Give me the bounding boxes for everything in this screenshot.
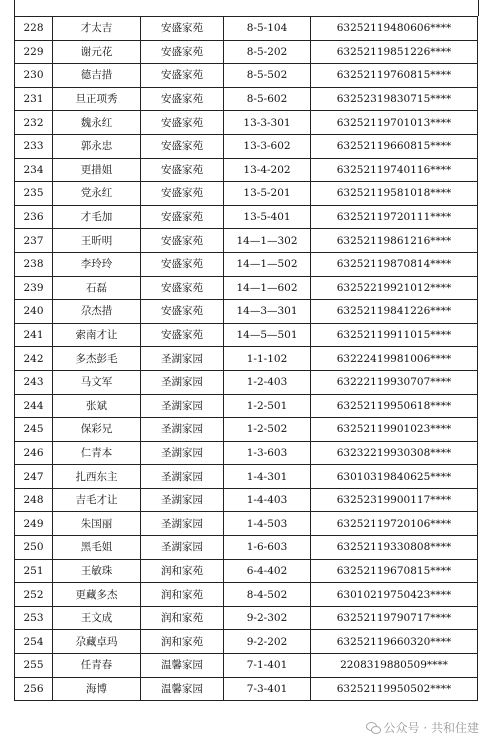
table-row (15, 64, 478, 88)
unit-address-cell: 1-1-102 (224, 347, 311, 371)
id-number-cell: 63010319840625**** (311, 465, 478, 489)
community-name-cell: 润和家苑 (141, 630, 224, 654)
table-row (15, 87, 478, 111)
unit-address-cell: 1-2-501 (224, 394, 311, 418)
resident-name-cell: 旦正项秀 (53, 87, 141, 111)
table-row (15, 583, 478, 607)
id-number-cell: 63252119950618**** (311, 394, 478, 418)
community-name-cell: 安盛家苑 (141, 64, 224, 88)
resident-name-cell: 海博 (53, 677, 141, 701)
unit-address-cell: 8-5-104 (224, 17, 311, 41)
row-number-cell: 232 (15, 111, 53, 135)
row-number-cell: 254 (15, 630, 53, 654)
community-name-cell: 圣湖家园 (141, 488, 224, 512)
community-name-cell: 安盛家苑 (141, 323, 224, 347)
community-name-cell: 安盛家苑 (141, 182, 224, 206)
resident-name-cell: 王敏珠 (53, 559, 141, 583)
resident-name-cell: 多杰彭毛 (53, 347, 141, 371)
community-name-cell: 安盛家苑 (141, 276, 224, 300)
row-number-cell: 239 (15, 276, 53, 300)
row-number-cell: 255 (15, 654, 53, 678)
community-name-cell: 安盛家苑 (141, 252, 224, 276)
unit-address-cell: 9-2-302 (224, 606, 311, 630)
community-name-cell: 圣湖家园 (141, 512, 224, 536)
id-number-cell: 63252319830715**** (311, 87, 478, 111)
table-row (15, 40, 478, 64)
table-row (15, 370, 478, 394)
id-number-cell: 63222419981006**** (311, 347, 478, 371)
row-number-cell: 241 (15, 323, 53, 347)
row-number-cell: 236 (15, 205, 53, 229)
row-number-cell: 243 (15, 370, 53, 394)
table-row (15, 276, 478, 300)
row-number-cell: 242 (15, 347, 53, 371)
table-row (15, 512, 478, 536)
community-name-cell: 圣湖家园 (141, 441, 224, 465)
table-row (15, 205, 478, 229)
row-number-cell: 244 (15, 394, 53, 418)
unit-address-cell: 1-4-301 (224, 465, 311, 489)
resident-name-cell: 仁青本 (53, 441, 141, 465)
table-row (15, 441, 478, 465)
table-row (15, 300, 478, 324)
unit-address-cell: 14—1—602 (224, 276, 311, 300)
unit-address-cell: 7-1-401 (224, 654, 311, 678)
unit-address-cell: 13-3-301 (224, 111, 311, 135)
resident-name-cell: 黑毛姐 (53, 536, 141, 560)
unit-address-cell: 1-2-403 (224, 370, 311, 394)
community-name-cell: 安盛家苑 (141, 205, 224, 229)
watermark (363, 718, 482, 737)
table-row (15, 252, 478, 276)
table-row (15, 229, 478, 253)
resident-name-cell: 才毛加 (53, 205, 141, 229)
community-name-cell: 圣湖家园 (141, 465, 224, 489)
table-row (15, 394, 478, 418)
row-number-cell: 251 (15, 559, 53, 583)
row-number-cell: 256 (15, 677, 53, 701)
table-row (15, 323, 478, 347)
table-row (15, 134, 478, 158)
unit-address-cell: 1-4-503 (224, 512, 311, 536)
unit-address-cell: 8-4-502 (224, 583, 311, 607)
id-number-cell: 63252119841226**** (311, 300, 478, 324)
resident-name-cell: 马文军 (53, 370, 141, 394)
row-number-cell: 252 (15, 583, 53, 607)
resident-name-cell: 任青春 (53, 654, 141, 678)
id-number-cell: 63252119911015**** (311, 323, 478, 347)
unit-address-cell: 14—1—302 (224, 229, 311, 253)
resident-name-cell: 王昕明 (53, 229, 141, 253)
unit-address-cell: 14—5—501 (224, 323, 311, 347)
community-name-cell: 安盛家苑 (141, 87, 224, 111)
community-name-cell: 安盛家苑 (141, 111, 224, 135)
community-name-cell: 温馨家园 (141, 677, 224, 701)
table-row (15, 465, 478, 489)
resident-name-cell: 扎西东主 (53, 465, 141, 489)
previous-row-fragment (14, 0, 479, 16)
unit-address-cell: 13-5-201 (224, 182, 311, 206)
id-number-cell: 63252119660815**** (311, 134, 478, 158)
row-number-cell: 234 (15, 158, 53, 182)
row-number-cell: 231 (15, 87, 53, 111)
unit-address-cell: 1-6-603 (224, 536, 311, 560)
table-row (15, 606, 478, 630)
table-row (15, 536, 478, 560)
id-number-cell: 63252119480606**** (311, 17, 478, 41)
row-number-cell: 249 (15, 512, 53, 536)
resident-name-cell: 谢元花 (53, 40, 141, 64)
table-row (15, 630, 478, 654)
id-number-cell: 63252119330808**** (311, 536, 478, 560)
unit-address-cell: 14—3—301 (224, 300, 311, 324)
id-number-cell: 63252119740116**** (311, 158, 478, 182)
row-number-cell: 245 (15, 418, 53, 442)
community-name-cell: 安盛家苑 (141, 17, 224, 41)
resident-name-cell: 保彩兄 (53, 418, 141, 442)
table-row (15, 654, 478, 678)
resident-name-cell: 石磊 (53, 276, 141, 300)
row-number-cell: 233 (15, 134, 53, 158)
resident-name-cell: 王文成 (53, 606, 141, 630)
resident-name-cell: 魏永红 (53, 111, 141, 135)
id-number-cell: 63252119720106**** (311, 512, 478, 536)
resident-name-cell: 才太吉 (53, 17, 141, 41)
unit-address-cell: 13-4-202 (224, 158, 311, 182)
id-number-cell: 63252119790717**** (311, 606, 478, 630)
residents-table (14, 16, 478, 701)
row-number-cell: 238 (15, 252, 53, 276)
community-name-cell: 安盛家苑 (141, 229, 224, 253)
row-number-cell: 237 (15, 229, 53, 253)
id-number-cell: 63252119861216**** (311, 229, 478, 253)
community-name-cell: 安盛家苑 (141, 158, 224, 182)
id-number-cell: 63252119950502**** (311, 677, 478, 701)
row-number-cell: 250 (15, 536, 53, 560)
row-number-cell: 253 (15, 606, 53, 630)
id-number-cell: 63252219921012**** (311, 276, 478, 300)
row-number-cell: 235 (15, 182, 53, 206)
resident-name-cell: 尕藏卓玛 (53, 630, 141, 654)
row-number-cell: 230 (15, 64, 53, 88)
id-number-cell: 63010219750423**** (311, 583, 478, 607)
id-number-cell: 63252319900117**** (311, 488, 478, 512)
id-number-cell: 63252119581018**** (311, 182, 478, 206)
community-name-cell: 润和家苑 (141, 559, 224, 583)
row-number-cell: 240 (15, 300, 53, 324)
wechat-icon (366, 722, 380, 734)
resident-name-cell: 尕杰措 (53, 300, 141, 324)
unit-address-cell: 1-3-603 (224, 441, 311, 465)
unit-address-cell: 8-5-202 (224, 40, 311, 64)
resident-name-cell: 更措姐 (53, 158, 141, 182)
resident-name-cell: 张斌 (53, 394, 141, 418)
watermark-text: 公众号 · 共和住建 (383, 721, 479, 735)
table-row (15, 559, 478, 583)
community-name-cell: 润和家苑 (141, 606, 224, 630)
id-number-cell: 63252119720111**** (311, 205, 478, 229)
community-name-cell: 圣湖家园 (141, 370, 224, 394)
unit-address-cell: 8-5-602 (224, 87, 311, 111)
table-body (15, 17, 478, 701)
table-row (15, 418, 478, 442)
table-row (15, 158, 478, 182)
unit-address-cell: 9-2-202 (224, 630, 311, 654)
id-number-cell: 63252119870814**** (311, 252, 478, 276)
row-number-cell: 247 (15, 465, 53, 489)
community-name-cell: 安盛家苑 (141, 40, 224, 64)
table-row (15, 17, 478, 41)
unit-address-cell: 13-5-401 (224, 205, 311, 229)
community-name-cell: 圣湖家园 (141, 347, 224, 371)
row-number-cell: 246 (15, 441, 53, 465)
row-number-cell: 229 (15, 40, 53, 64)
resident-name-cell: 更藏多杰 (53, 583, 141, 607)
table-row (15, 182, 478, 206)
resident-name-cell: 党永红 (53, 182, 141, 206)
unit-address-cell: 1-4-403 (224, 488, 311, 512)
id-number-cell: 63252119660320**** (311, 630, 478, 654)
unit-address-cell: 8-5-502 (224, 64, 311, 88)
id-number-cell: 2208319880509**** (311, 654, 478, 678)
resident-name-cell: 李玲玲 (53, 252, 141, 276)
unit-address-cell: 7-3-401 (224, 677, 311, 701)
row-number-cell: 228 (15, 17, 53, 41)
table-row (15, 347, 478, 371)
row-number-cell: 248 (15, 488, 53, 512)
resident-name-cell: 索南才让 (53, 323, 141, 347)
unit-address-cell: 14—1—502 (224, 252, 311, 276)
id-number-cell: 63252119851226**** (311, 40, 478, 64)
id-number-cell: 63222119930707**** (311, 370, 478, 394)
unit-address-cell: 6-4-402 (224, 559, 311, 583)
table-row (15, 111, 478, 135)
id-number-cell: 63252119760815**** (311, 64, 478, 88)
community-name-cell: 圣湖家园 (141, 418, 224, 442)
unit-address-cell: 1-2-502 (224, 418, 311, 442)
table-row (15, 677, 478, 701)
resident-name-cell: 吉毛才让 (53, 488, 141, 512)
community-name-cell: 圣湖家园 (141, 536, 224, 560)
id-number-cell: 63232219930308**** (311, 441, 478, 465)
id-number-cell: 63252119701013**** (311, 111, 478, 135)
table-row (15, 488, 478, 512)
community-name-cell: 安盛家苑 (141, 300, 224, 324)
resident-name-cell: 德吉措 (53, 64, 141, 88)
community-name-cell: 安盛家苑 (141, 134, 224, 158)
unit-address-cell: 13-3-602 (224, 134, 311, 158)
community-name-cell: 温馨家园 (141, 654, 224, 678)
resident-name-cell: 郭永忠 (53, 134, 141, 158)
resident-name-cell: 朱国丽 (53, 512, 141, 536)
id-number-cell: 63252119670815**** (311, 559, 478, 583)
community-name-cell: 圣湖家园 (141, 394, 224, 418)
id-number-cell: 63252119901023**** (311, 418, 478, 442)
community-name-cell: 润和家苑 (141, 583, 224, 607)
